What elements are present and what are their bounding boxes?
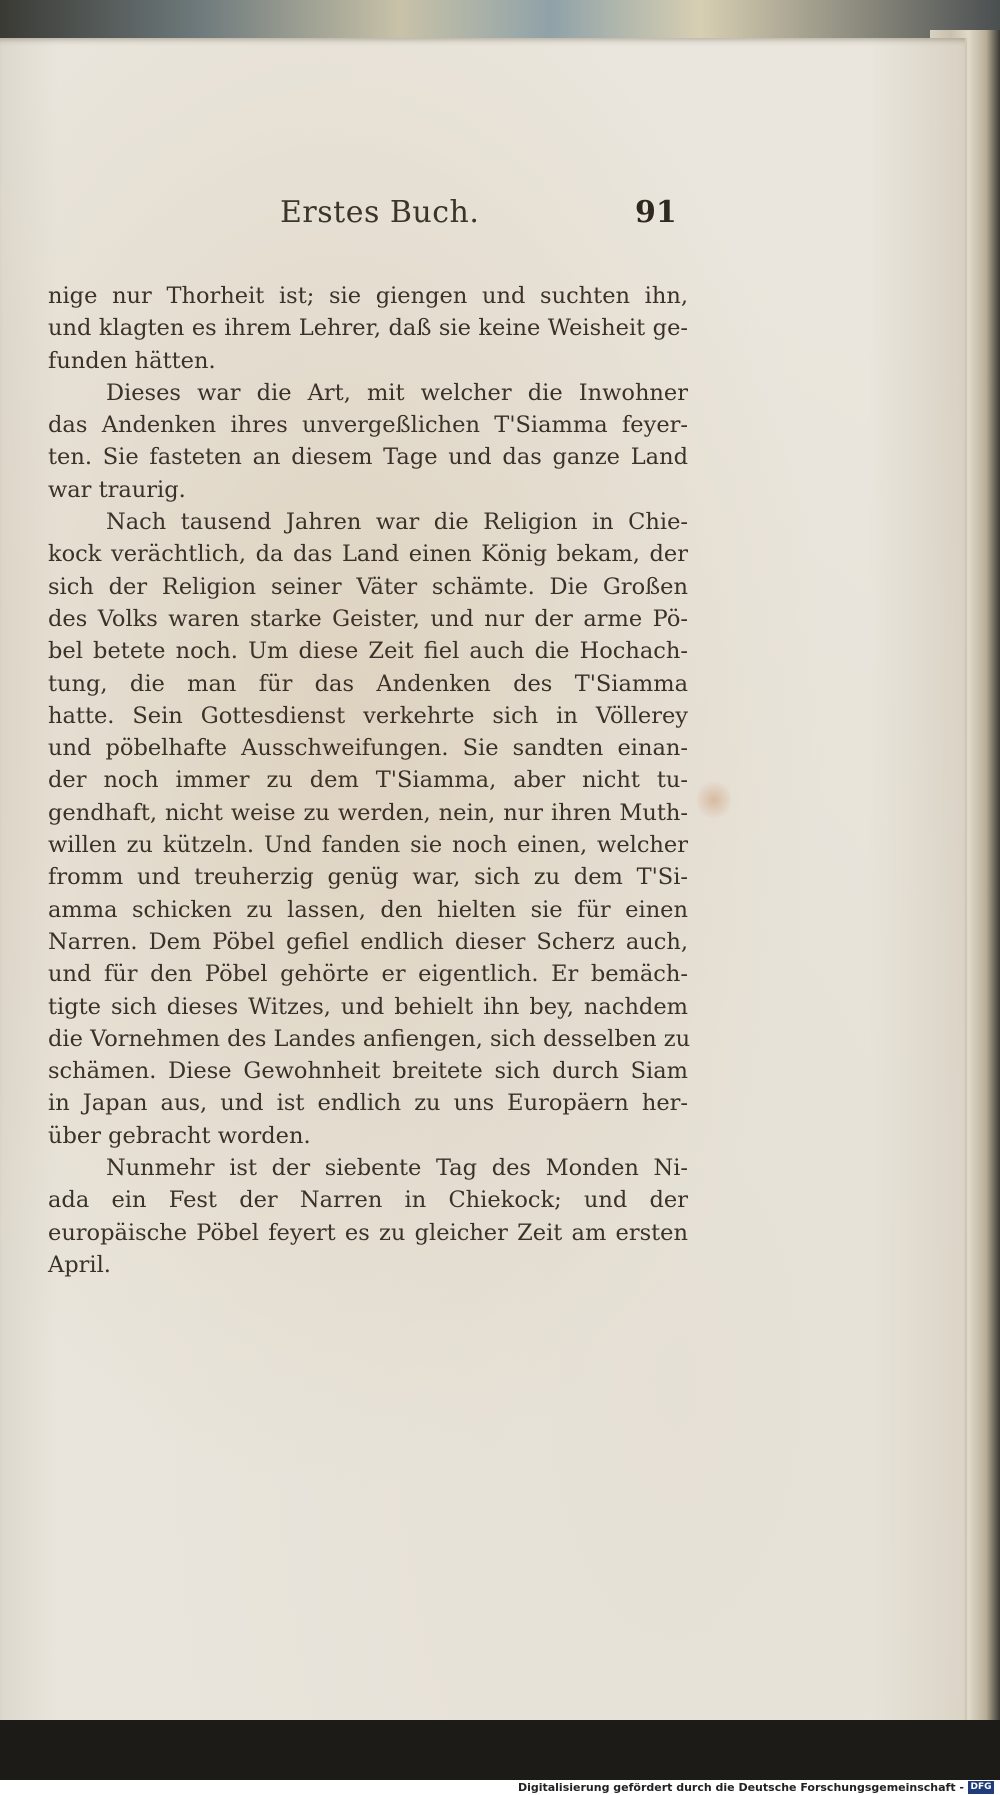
text-line: und für den Pöbel gehörte er eigentlich. Er bemäch-	[48, 961, 688, 988]
text-line: April.	[48, 1251, 111, 1278]
text-line: bel betete noch. Um diese Zeit fiel auch die Hochach-	[48, 638, 688, 665]
text-line: gendhaft, nicht weise zu werden, nein, nur ihren Muth-	[48, 799, 688, 826]
dfg-logo: DFG	[968, 1781, 994, 1794]
text-line: über gebracht worden.	[48, 1122, 311, 1149]
text-line: ten. Sie fasteten an diesem Tage und das ganze Land	[48, 444, 688, 471]
text-line: europäische Pöbel feyert es zu gleicher Zeit am ersten	[48, 1219, 688, 1246]
text-line: sich der Religion seiner Väter schämte. Die Großen	[48, 573, 688, 600]
book-cover-strip	[0, 0, 1000, 40]
page-number: 91	[635, 195, 677, 230]
digitization-credit: Digitalisierung gefördert durch die Deutsche Forschungsgemeinschaft -	[517, 1781, 964, 1794]
text-line: der noch immer zu dem T'Siamma, aber nicht tu-	[48, 767, 688, 794]
text-line: des Volks waren starke Geister, und nur der arme Pö-	[48, 605, 688, 632]
text-line: Nach tausend Jahren war die Religion in Chie-	[106, 509, 688, 536]
running-head: Erstes Buch.	[280, 195, 480, 230]
text-line: in Japan aus, und ist endlich zu uns Europäern her-	[48, 1090, 688, 1117]
page-header	[280, 195, 680, 245]
text-line: kock verächtlich, da das Land einen König bekam, der	[48, 541, 688, 568]
text-line: Dieses war die Art, mit welcher die Inwohner	[106, 379, 688, 406]
text-line: willen zu kützeln. Und fanden sie noch einen, welcher	[48, 832, 688, 859]
text-line: funden hätten.	[48, 347, 216, 374]
text-line: war traurig.	[48, 476, 186, 503]
text-line: nige nur Thorheit ist; sie giengen und suchten ihn,	[48, 283, 688, 309]
text-line: ada ein Fest der Narren in Chiekock; und der	[48, 1187, 688, 1214]
text-line: tigte sich dieses Witzes, und behielt ihn bey, nachdem	[48, 993, 688, 1020]
text-line: fromm und treuherzig genüg war, sich zu dem T'Si-	[48, 864, 688, 891]
text-line: tung, die man für das Andenken des T'Siamma	[48, 670, 688, 697]
text-line: amma schicken zu lassen, den hielten sie für einen	[48, 896, 688, 923]
footer-bar	[0, 1720, 1000, 1795]
text-line: die Vornehmen des Landes anfiengen, sich desselben zu	[48, 1025, 691, 1052]
text-line: Nunmehr ist der siebente Tag des Monden Ni-	[106, 1155, 688, 1182]
text-line: Narren. Dem Pöbel gefiel endlich dieser Scherz auch,	[48, 928, 688, 955]
text-line: und klagten es ihrem Lehrer, daß sie keine Weisheit ge-	[48, 315, 688, 342]
text-line: und pöbelhafte Ausschweifungen. Sie sandten einan-	[48, 735, 688, 762]
text-line: hatte. Sein Gottesdienst verkehrte sich in Völlerey	[48, 702, 688, 729]
text-line: schämen. Diese Gewohnheit breitete sich durch Siam	[48, 1058, 688, 1085]
paper-stain	[697, 778, 731, 822]
body-text	[48, 280, 691, 1281]
text-line: das Andenken ihres unvergeßlichen T'Siamma feyer-	[48, 412, 688, 439]
